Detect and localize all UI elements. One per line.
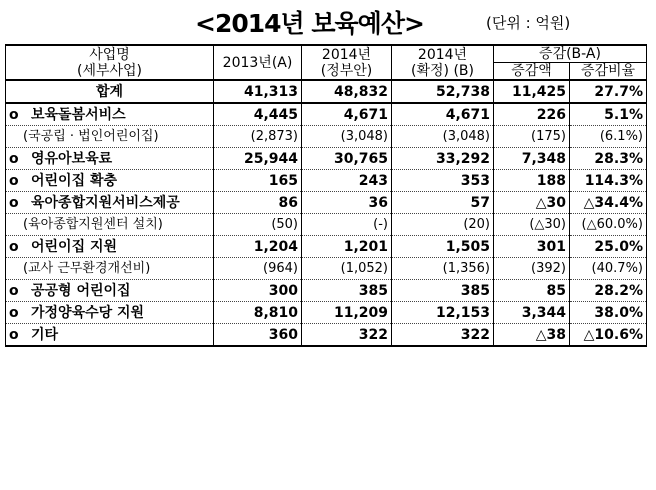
value-2014-final-cell: 12,153 bbox=[392, 302, 494, 324]
project-name-text: 육아종합지원서비스제공 bbox=[31, 194, 180, 211]
header-2014-gov-line2: (정부안) bbox=[320, 62, 373, 79]
value-2014-gov-cell: 30,765 bbox=[302, 148, 392, 170]
change-rate-cell: △10.6% bbox=[570, 324, 647, 347]
table-row bbox=[6, 103, 647, 126]
change-amount-cell: (175) bbox=[494, 126, 570, 148]
bullet-marker: o bbox=[9, 172, 19, 189]
value-2014-final-cell: 33,292 bbox=[392, 148, 494, 170]
value-2014-final-cell: 57 bbox=[392, 192, 494, 214]
value-2013-cell: (2,873) bbox=[214, 126, 302, 148]
project-name-text: 보육돌봄서비스 bbox=[31, 106, 126, 123]
value-2013-cell: 8,810 bbox=[214, 302, 302, 324]
change-rate-cell: 28.2% bbox=[570, 280, 647, 302]
value-2013-cell: 300 bbox=[214, 280, 302, 302]
project-name-cell bbox=[6, 258, 214, 280]
project-name-cell bbox=[6, 126, 214, 148]
project-name-cell bbox=[6, 103, 214, 126]
change-rate-cell: (6.1%) bbox=[570, 126, 647, 148]
value-2014-gov-cell: (-) bbox=[302, 214, 392, 236]
header-2013: 2013년(A) bbox=[214, 45, 302, 80]
value-2014-gov-cell: (1,052) bbox=[302, 258, 392, 280]
value-2014-gov-cell: 322 bbox=[302, 324, 392, 347]
value-2014-final-cell: (3,048) bbox=[392, 126, 494, 148]
header-2014-final bbox=[392, 45, 494, 80]
change-amount-cell: 301 bbox=[494, 236, 570, 258]
total-label: 합계 bbox=[6, 80, 214, 103]
project-name-text: 기타 bbox=[31, 326, 59, 343]
header-project-name-line2: (세부사업) bbox=[76, 62, 143, 79]
change-amount-cell: △30 bbox=[494, 192, 570, 214]
total-2013: 41,313 bbox=[214, 80, 302, 103]
project-name-text: (국공립 · 법인어린이집) bbox=[23, 128, 159, 144]
change-rate-cell: △34.4% bbox=[570, 192, 647, 214]
table-row bbox=[6, 170, 647, 192]
header-2014-final-line2: (확정) (B) bbox=[411, 62, 474, 79]
header-2014-gov bbox=[302, 45, 392, 80]
header-project-name bbox=[6, 45, 214, 80]
table-row bbox=[6, 192, 647, 214]
bullet-marker: o bbox=[9, 106, 19, 123]
change-amount-cell: 3,344 bbox=[494, 302, 570, 324]
project-name-text: 공공형 어린이집 bbox=[31, 282, 131, 299]
table-row bbox=[6, 324, 647, 347]
table-row bbox=[6, 236, 647, 258]
table-row bbox=[6, 126, 647, 148]
change-rate-cell: 38.0% bbox=[570, 302, 647, 324]
project-name-text: 어린이집 확충 bbox=[31, 172, 118, 189]
value-2014-final-cell: 385 bbox=[392, 280, 494, 302]
value-2014-final-cell: 322 bbox=[392, 324, 494, 347]
total-2014-gov: 48,832 bbox=[302, 80, 392, 103]
bullet-marker: o bbox=[9, 194, 19, 211]
value-2013-cell: 25,944 bbox=[214, 148, 302, 170]
value-2013-cell: 4,445 bbox=[214, 103, 302, 126]
project-name-cell bbox=[6, 280, 214, 302]
change-amount-cell: △38 bbox=[494, 324, 570, 347]
change-amount-cell: 7,348 bbox=[494, 148, 570, 170]
project-name-text: (교사 근무환경개선비) bbox=[23, 260, 151, 276]
budget-table bbox=[5, 44, 647, 347]
value-2014-final-cell: (1,356) bbox=[392, 258, 494, 280]
header-2014-gov-line1: 2014년 bbox=[321, 46, 372, 63]
value-2014-final-cell: 353 bbox=[392, 170, 494, 192]
value-2014-gov-cell: 243 bbox=[302, 170, 392, 192]
project-name-cell bbox=[6, 214, 214, 236]
value-2014-gov-cell: 1,201 bbox=[302, 236, 392, 258]
project-name-cell bbox=[6, 302, 214, 324]
project-name-cell bbox=[6, 236, 214, 258]
change-amount-cell: (△30) bbox=[494, 214, 570, 236]
value-2014-final-cell: 4,671 bbox=[392, 103, 494, 126]
table-row bbox=[6, 302, 647, 324]
value-2014-final-cell: 1,505 bbox=[392, 236, 494, 258]
total-change-amount: 11,425 bbox=[494, 80, 570, 103]
value-2014-gov-cell: 36 bbox=[302, 192, 392, 214]
change-rate-cell: 5.1% bbox=[570, 103, 647, 126]
bullet-marker: o bbox=[9, 326, 19, 343]
change-amount-cell: 226 bbox=[494, 103, 570, 126]
total-change-rate: 27.7% bbox=[570, 80, 647, 103]
value-2014-gov-cell: 385 bbox=[302, 280, 392, 302]
change-amount-cell: (392) bbox=[494, 258, 570, 280]
header-change-rate: 증감비율 bbox=[570, 63, 647, 81]
bullet-marker: o bbox=[9, 238, 19, 255]
table-row bbox=[6, 148, 647, 170]
value-2014-gov-cell: 4,671 bbox=[302, 103, 392, 126]
value-2013-cell: 1,204 bbox=[214, 236, 302, 258]
total-2014-final: 52,738 bbox=[392, 80, 494, 103]
value-2013-cell: (50) bbox=[214, 214, 302, 236]
change-rate-cell: (40.7%) bbox=[570, 258, 647, 280]
project-name-text: (육아종합지원센터 설치) bbox=[23, 216, 163, 232]
bullet-marker: o bbox=[9, 150, 19, 167]
header-change-amount: 증감액 bbox=[494, 63, 570, 81]
project-name-text: 어린이집 지원 bbox=[31, 238, 118, 255]
change-rate-cell: (△60.0%) bbox=[570, 214, 647, 236]
change-rate-cell: 28.3% bbox=[570, 148, 647, 170]
value-2014-gov-cell: (3,048) bbox=[302, 126, 392, 148]
project-name-cell bbox=[6, 192, 214, 214]
document-title: <2014년 보육예산> bbox=[195, 9, 424, 38]
table-row bbox=[6, 280, 647, 302]
unit-label: (단위 : 억원) bbox=[486, 14, 571, 32]
table-row bbox=[6, 214, 647, 236]
header-project-name-line1: 사업명 bbox=[89, 46, 130, 63]
value-2014-gov-cell: 11,209 bbox=[302, 302, 392, 324]
bullet-marker: o bbox=[9, 282, 19, 299]
change-amount-cell: 85 bbox=[494, 280, 570, 302]
value-2013-cell: 86 bbox=[214, 192, 302, 214]
change-rate-cell: 25.0% bbox=[570, 236, 647, 258]
project-name-cell bbox=[6, 170, 214, 192]
change-rate-cell: 114.3% bbox=[570, 170, 647, 192]
project-name-text: 영유아보육료 bbox=[31, 150, 113, 167]
change-amount-cell: 188 bbox=[494, 170, 570, 192]
value-2013-cell: 360 bbox=[214, 324, 302, 347]
value-2014-final-cell: (20) bbox=[392, 214, 494, 236]
value-2013-cell: (964) bbox=[214, 258, 302, 280]
project-name-cell bbox=[6, 324, 214, 347]
bullet-marker: o bbox=[9, 304, 19, 321]
project-name-text: 가정양육수당 지원 bbox=[31, 304, 145, 321]
header-change: 증감(B-A) bbox=[494, 45, 647, 63]
value-2013-cell: 165 bbox=[214, 170, 302, 192]
total-row bbox=[6, 80, 647, 103]
header-2014-final-line1: 2014년 bbox=[417, 46, 468, 63]
table-row bbox=[6, 258, 647, 280]
project-name-cell bbox=[6, 148, 214, 170]
